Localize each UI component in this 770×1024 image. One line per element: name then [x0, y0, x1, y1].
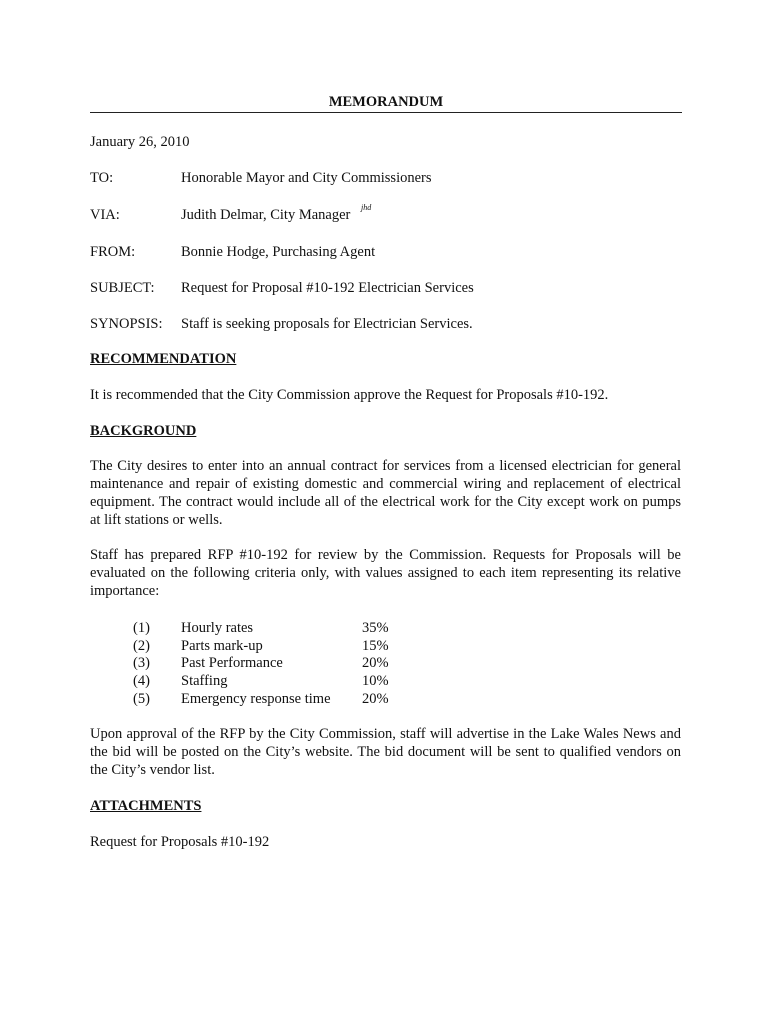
synopsis-label: SYNOPSIS: — [90, 316, 163, 332]
criteria-weight: 20% — [362, 691, 389, 707]
criteria-name: Parts mark-up — [181, 638, 263, 654]
via-value: Judith Delmar, City Manager — [181, 207, 351, 223]
recommendation-heading: RECOMMENDATION — [90, 351, 237, 367]
background-paragraph-3: Upon approval of the RFP by the City Commission, staff will advertise in the Lake Wales News and the bid will be posted on the City’s website. The bid document will be sent to qualified vendors on the City’s vendor list. — [90, 726, 681, 778]
background-paragraph-1: The City desires to enter into an annual contract for services from a licensed electrician for general maintenance and repair of existing domestic and commercial wiring and replacement of electrical equipment. The contract would include all of the electrical work for the City except work on pumps at lift stations or wells. — [90, 458, 681, 528]
from-value: Bonnie Hodge, Purchasing Agent — [181, 244, 376, 260]
criteria-weight: 15% — [362, 638, 389, 654]
from-label: FROM: — [90, 244, 136, 260]
criteria-weight: 35% — [362, 620, 389, 636]
criteria-number: (1) — [133, 620, 150, 636]
subject-label: SUBJECT: — [90, 280, 155, 296]
criteria-number: (5) — [133, 691, 150, 707]
criteria-name: Emergency response time — [181, 691, 331, 707]
background-paragraph-2: Staff has prepared RFP #10-192 for review by the Commission. Requests for Proposals will be evaluated on the following criteria only, with values assigned to each item representing its relative importance: — [90, 547, 681, 599]
criteria-name: Past Performance — [181, 655, 283, 671]
subject-value: Request for Proposal #10-192 Electrician Services — [181, 280, 474, 296]
criteria-name: Staffing — [181, 673, 228, 689]
criteria-item — [0, 690, 770, 708]
criteria-number: (3) — [133, 655, 150, 671]
criteria-item — [0, 672, 770, 690]
criteria-number: (4) — [133, 673, 150, 689]
title-rule — [90, 112, 682, 113]
memo-title: MEMORANDUM — [328, 94, 444, 110]
attachment-item: Request for Proposals #10-192 — [90, 834, 270, 850]
criteria-item — [0, 637, 770, 655]
to-value: Honorable Mayor and City Commissioners — [181, 170, 432, 186]
synopsis-value: Staff is seeking proposals for Electrician Services. — [181, 316, 473, 332]
criteria-number: (2) — [133, 638, 150, 654]
to-label: TO: — [90, 170, 114, 186]
memo-date: January 26, 2010 — [90, 134, 190, 150]
recommendation-text: It is recommended that the City Commission approve the Request for Proposals #10-192. — [90, 387, 609, 403]
criteria-weight: 20% — [362, 655, 389, 671]
criteria-item — [0, 654, 770, 672]
via-initials: jhd — [361, 203, 372, 212]
attachments-heading: ATTACHMENTS — [90, 798, 202, 814]
criteria-item — [0, 619, 770, 637]
criteria-weight: 10% — [362, 673, 389, 689]
via-label: VIA: — [90, 207, 120, 223]
criteria-name: Hourly rates — [181, 620, 254, 636]
background-heading: BACKGROUND — [90, 423, 197, 439]
